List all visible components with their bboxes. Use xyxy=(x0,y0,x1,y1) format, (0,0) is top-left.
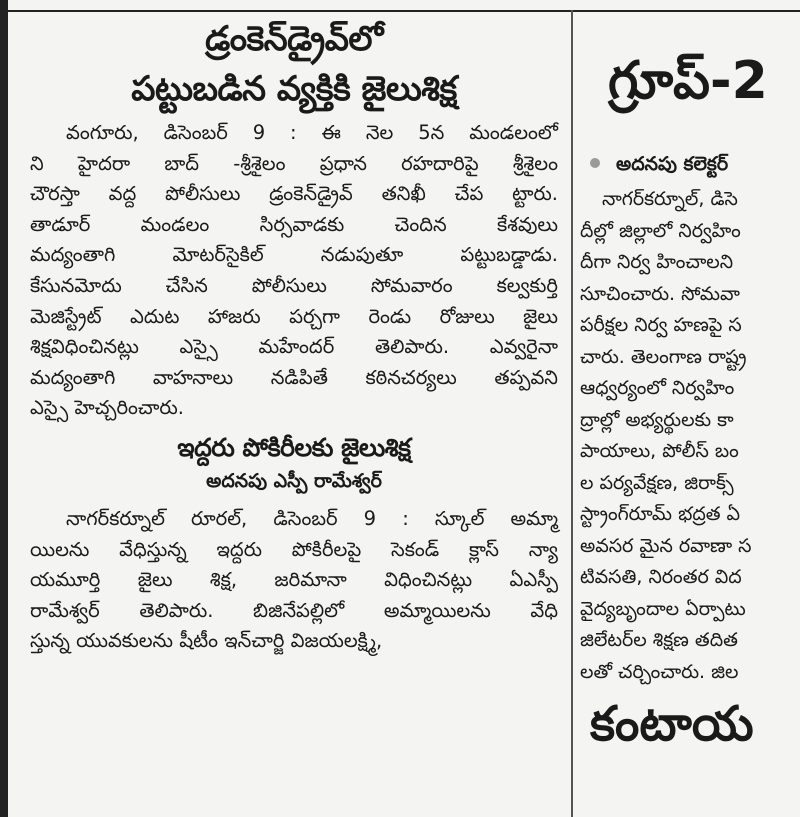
left-frame-edge xyxy=(0,0,8,817)
story1-line: శిక్షవిధించినట్లు ఎస్సై మహేందర్ తెలిపారు. ఎవ్వరైనా xyxy=(30,335,558,359)
article1-body xyxy=(30,118,558,424)
rbody-line: లతో చర్చించారు. జిల xyxy=(580,660,739,683)
rbody-line: ద్రాల్లో అభ్యర్థులకు కా xyxy=(580,408,734,431)
bullet-dot-icon xyxy=(590,158,600,168)
rbody-line: నాగర్‌కర్నూల్, డిసె xyxy=(602,188,738,210)
story1-line: మద్యంతాగి మోటర్‌సైకిల్ నడుపుతూ పట్టుబడ్డాడు. xyxy=(30,243,558,267)
story2-line: యమూర్తి జైలు శిక్ష, జరిమానా విధించినట్లు ఏఎస్పీ xyxy=(30,568,558,592)
rbody-line: అవసర మైన రవాణా స xyxy=(580,534,752,557)
story1-line: తాడూర్ మండలం సిర్సవాడకు చెందిన కేశవులు xyxy=(30,212,558,236)
story2-line: రామేశ్వర్ తెలిపారు. బిజినేపల్లిలో అమ్మాయిలను వేధి xyxy=(30,598,558,622)
story2-line: స్తున్న యువకులను షీటీం ఇన్‌చార్జి విజయలక్ష్మి, xyxy=(30,629,383,653)
article3-headline: గ్రూప్-2 xyxy=(608,51,768,111)
article3-bullet xyxy=(580,144,800,184)
article2-headline: ఇద్దరు పోకిరీలకు జైలుశిక్ష xyxy=(177,432,411,462)
story2-line: యిలను వేధిస్తున్న ఇద్దరు పోకిరీలపై సెకండ్ క్లాస్ న్యా xyxy=(30,537,558,561)
story1-line: చౌరస్తా వద్ద పోలీసులు డ్రంకెన్‌డ్రైవ్ తనిఖీ చేప ట్టారు. xyxy=(30,182,558,206)
rbody-line: దీల్లో జిల్లాలో నిర్వహిం xyxy=(580,219,741,242)
article3-bullet-text: అదనపు కలెక్టర్ xyxy=(616,153,729,175)
rbody-line: ల పర్యవేక్షణ, జిరాక్స్ xyxy=(580,471,734,494)
article1-headline-line2: పట్టుబడిన వ్యక్తికి జైలుశిక్ష xyxy=(131,69,457,109)
rbody-line: సూచించారు. సోమవా xyxy=(580,282,740,305)
article4-headline-fragment: కంటాయ xyxy=(590,696,754,752)
rbody-line: వైద్యబృందాల ఏర్పాటు xyxy=(580,597,746,620)
rbody-line: ఆధ్వర్యంలో నిర్వహిం xyxy=(580,377,735,399)
story2-line: నాగర్‌కర్నూల్ రూరల్, డిసెంబర్ 9 : స్కూల్ అమ్మా xyxy=(66,506,558,530)
story1-line: మెజిస్ట్రేట్ ఎదుట హాజరు పర్చగా రెండు రోజులు జైలు xyxy=(30,304,558,328)
rbody-line: దీగా నిర్వ హించాలని xyxy=(580,251,734,273)
story1-line: మద్యంతాగి వాహనాలు నడిపితే కఠినచర్యలు తప్పవని xyxy=(30,365,558,389)
story1-line: ఎస్సై హెచ్చరించారు. xyxy=(30,396,184,420)
column-divider xyxy=(571,10,573,817)
left-article-column xyxy=(30,14,558,657)
rbody-line: చారు. తెలంగాణ రాష్ట్ర xyxy=(580,345,747,368)
article3-body xyxy=(580,184,800,688)
rbody-line: పరీక్షల నిర్వ హణపై స xyxy=(580,314,742,336)
story1-line: ని హైదరా బాద్ -శ్రీశైలం ప్రధాన రహదారిపై శ్రీశైలం xyxy=(30,151,558,175)
rbody-line: స్ట్రాంగ్‌రూమ్ భద్రత ఏ xyxy=(580,503,741,525)
rbody-line: జిలేటర్‌ల శిక్షణ తదిత xyxy=(580,629,738,651)
story1-line: కేసునమోదు చేసిన పోలీసులు సోమవారం కల్వకుర్తి xyxy=(30,273,558,297)
right-article-column xyxy=(580,14,800,817)
rbody-line: పాయాలు, పోలీస్ బం xyxy=(580,440,739,462)
article2-subheadline: అదనపు ఎస్పీ రామేశ్వర్ xyxy=(206,469,382,492)
article1-headline-line1: డ్రంకెన్‌డ్రైవ్‌లో xyxy=(205,19,383,59)
top-rule xyxy=(0,0,800,12)
story1-line: వంగూరు, డిసెంబర్ 9 : ఈ నెల 5న మండలంలో xyxy=(66,121,558,144)
rbody-line: టివసతి, నిరంతర విద xyxy=(580,566,742,588)
article2-body xyxy=(30,504,558,657)
